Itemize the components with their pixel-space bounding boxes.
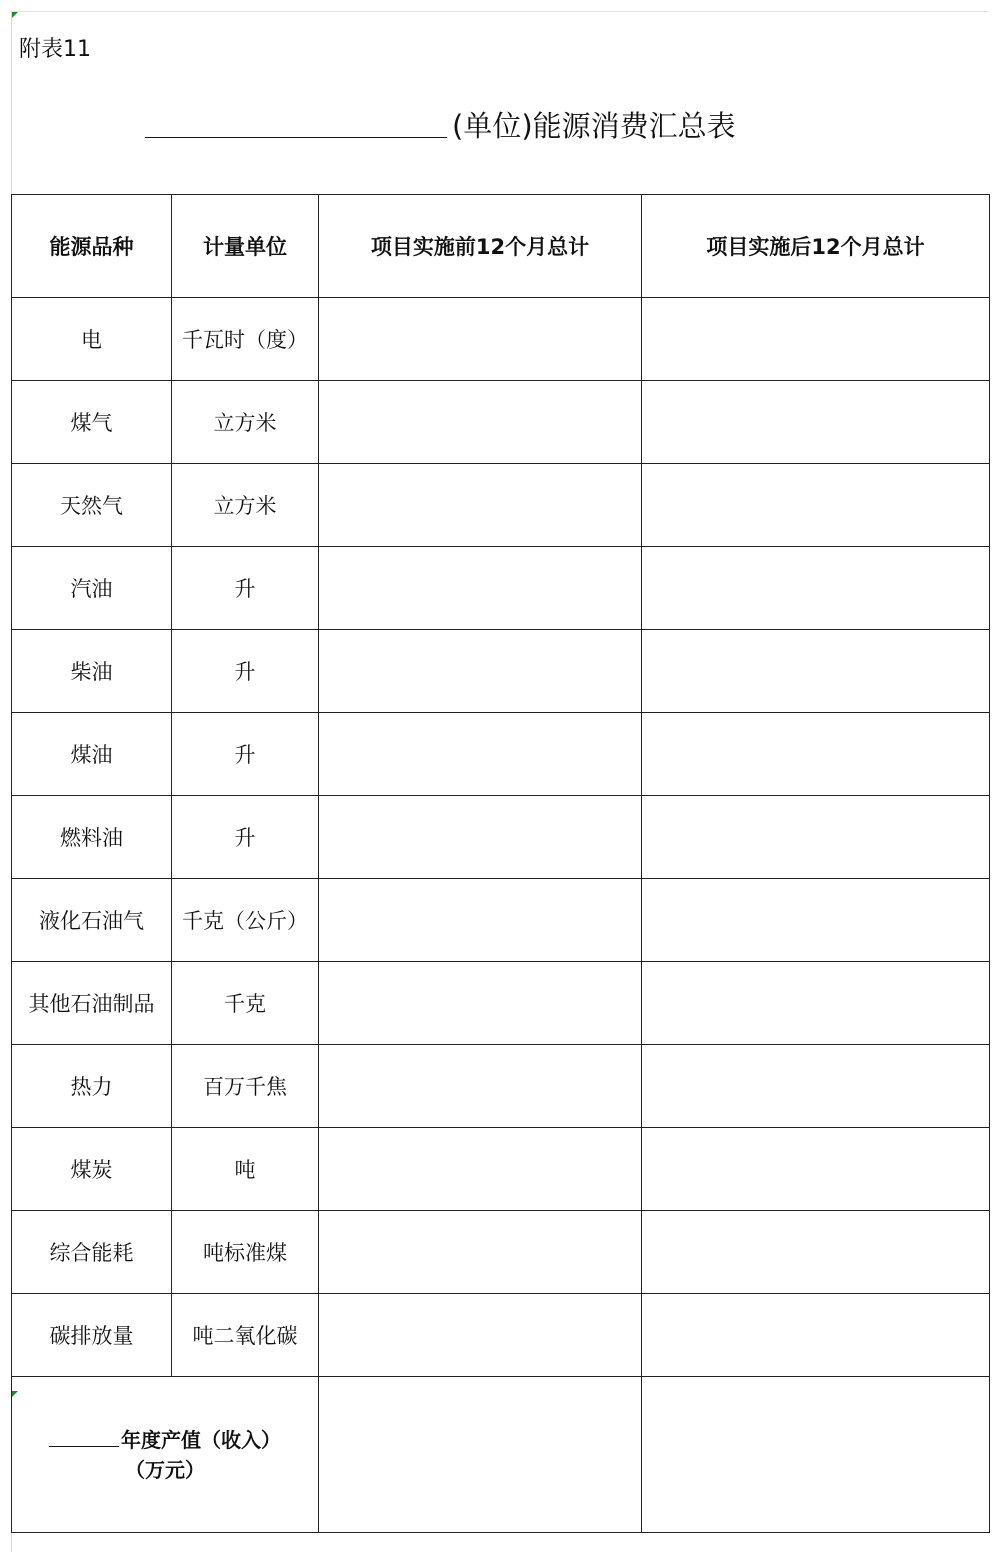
- measure-unit-cell: 立方米: [172, 381, 319, 464]
- after-total-cell[interactable]: [642, 547, 990, 630]
- energy-consumption-table: [11, 194, 990, 1533]
- annex-label: 附表11: [19, 37, 91, 62]
- summary-label-line2: （万元）: [125, 1457, 205, 1482]
- after-total-cell[interactable]: [642, 713, 990, 796]
- energy-type-cell: 电: [12, 298, 172, 381]
- measure-unit-cell: 百万千焦: [172, 1045, 319, 1128]
- summary-after-cell[interactable]: [642, 1377, 990, 1533]
- header-energy-type: 能源品种: [12, 195, 172, 298]
- table-row: [12, 1045, 990, 1128]
- before-total-cell[interactable]: [319, 298, 642, 381]
- before-total-cell[interactable]: [319, 713, 642, 796]
- cell-marker-icon: [12, 12, 18, 18]
- before-total-cell[interactable]: [319, 796, 642, 879]
- energy-type-cell: 燃料油: [12, 796, 172, 879]
- year-blank[interactable]: [49, 1428, 119, 1447]
- before-total-cell[interactable]: [319, 381, 642, 464]
- before-total-cell[interactable]: [319, 962, 642, 1045]
- before-total-cell[interactable]: [319, 464, 642, 547]
- table-row: [12, 1211, 990, 1294]
- energy-type-cell: 热力: [12, 1045, 172, 1128]
- energy-type-cell: 煤炭: [12, 1128, 172, 1211]
- table-row: [12, 547, 990, 630]
- measure-unit-cell: 吨标准煤: [172, 1211, 319, 1294]
- table-row: [12, 630, 990, 713]
- measure-unit-cell: 升: [172, 547, 319, 630]
- table-row: [12, 298, 990, 381]
- after-total-cell[interactable]: [642, 298, 990, 381]
- after-total-cell[interactable]: [642, 796, 990, 879]
- after-total-cell[interactable]: [642, 962, 990, 1045]
- table-row: [12, 962, 990, 1045]
- header-before-total: 项目实施前12个月总计: [319, 195, 642, 298]
- after-total-cell[interactable]: [642, 1128, 990, 1211]
- title-text: (单位)能源消费汇总表: [452, 109, 736, 143]
- table-row: [12, 381, 990, 464]
- measure-unit-cell: 立方米: [172, 464, 319, 547]
- energy-type-cell: 柴油: [12, 630, 172, 713]
- table-row: [12, 464, 990, 547]
- after-total-cell[interactable]: [642, 1045, 990, 1128]
- before-total-cell[interactable]: [319, 547, 642, 630]
- table-row: [12, 1294, 990, 1377]
- energy-type-cell: 汽油: [12, 547, 172, 630]
- measure-unit-cell: 千瓦时（度）: [172, 298, 319, 381]
- before-total-cell[interactable]: [319, 630, 642, 713]
- energy-type-cell: 煤气: [12, 381, 172, 464]
- before-total-cell[interactable]: [319, 1045, 642, 1128]
- after-total-cell[interactable]: [642, 464, 990, 547]
- summary-before-cell[interactable]: [319, 1377, 642, 1533]
- summary-label-cell: [12, 1377, 319, 1533]
- table-row: [12, 796, 990, 879]
- energy-type-cell: 碳排放量: [12, 1294, 172, 1377]
- header-after-total: 项目实施后12个月总计: [642, 195, 990, 298]
- table-row: [12, 713, 990, 796]
- energy-type-cell: 煤油: [12, 713, 172, 796]
- summary-label-line1: 年度产值（收入）: [121, 1427, 281, 1452]
- unit-name-blank[interactable]: [145, 137, 447, 138]
- energy-type-cell: 综合能耗: [12, 1211, 172, 1294]
- summary-row: [12, 1377, 990, 1533]
- before-total-cell[interactable]: [319, 1294, 642, 1377]
- cell-marker-icon: [12, 1391, 18, 1397]
- before-total-cell[interactable]: [319, 1211, 642, 1294]
- table-header-row: [12, 195, 990, 298]
- after-total-cell[interactable]: [642, 879, 990, 962]
- measure-unit-cell: 吨: [172, 1128, 319, 1211]
- table-row: [12, 879, 990, 962]
- energy-type-cell: 天然气: [12, 464, 172, 547]
- measure-unit-cell: 升: [172, 796, 319, 879]
- after-total-cell[interactable]: [642, 630, 990, 713]
- before-total-cell[interactable]: [319, 1128, 642, 1211]
- before-total-cell[interactable]: [319, 879, 642, 962]
- energy-type-cell: 液化石油气: [12, 879, 172, 962]
- header-measure-unit: 计量单位: [172, 195, 319, 298]
- energy-type-cell: 其他石油制品: [12, 962, 172, 1045]
- form-title: [0, 100, 1000, 150]
- measure-unit-cell: 升: [172, 713, 319, 796]
- after-total-cell[interactable]: [642, 381, 990, 464]
- measure-unit-cell: 千克（公斤）: [172, 879, 319, 962]
- after-total-cell[interactable]: [642, 1294, 990, 1377]
- table-row: [12, 1128, 990, 1211]
- measure-unit-cell: 千克: [172, 962, 319, 1045]
- after-total-cell[interactable]: [642, 1211, 990, 1294]
- measure-unit-cell: 吨二氧化碳: [172, 1294, 319, 1377]
- measure-unit-cell: 升: [172, 630, 319, 713]
